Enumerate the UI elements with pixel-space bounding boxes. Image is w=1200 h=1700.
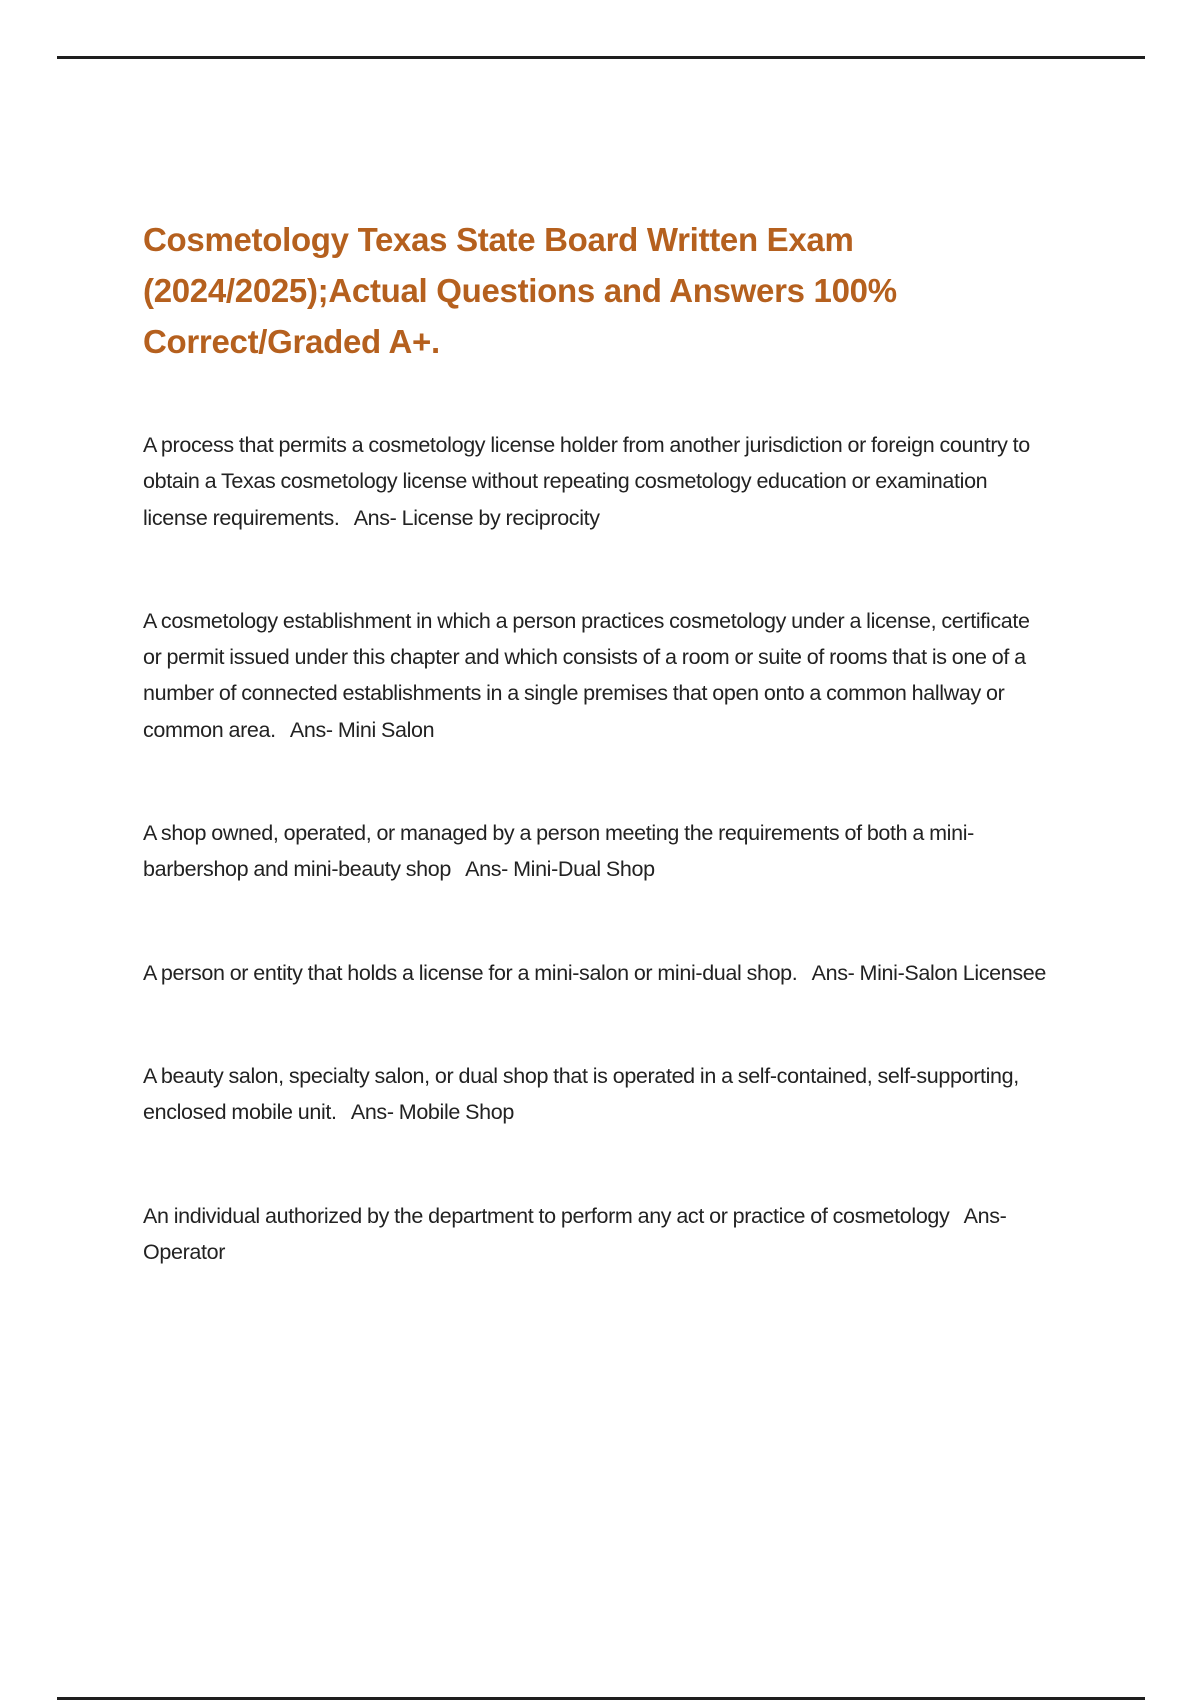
- qa-item: [143, 815, 1053, 888]
- document-body: [143, 214, 1053, 1270]
- question-text: A shop owned, operated, or managed by a person meeting the requirements of both a mini-barbershop and mini-beauty shop: [143, 821, 974, 882]
- document-title: [143, 214, 1053, 367]
- title-line-3: Correct/Graded A+.: [143, 323, 440, 360]
- answer-text: Mini-Dual Shop: [513, 857, 655, 882]
- question-text: A cosmetology establishment in which a person practices cosmetology under a license, certificate or permit issued under this chapter and which consists of a room or suite of rooms that is one of a number of connected establishments in a single premises that open onto a common hallway or common area.: [143, 608, 1030, 742]
- qa-item: [143, 955, 1053, 991]
- question-text: A beauty salon, specialty salon, or dual shop that is operated in a self-contained, self-supporting, enclosed mobile unit.: [143, 1063, 1019, 1125]
- qa-item: [143, 1058, 1053, 1131]
- answer-prefix: Ans-: [963, 1203, 1007, 1228]
- qa-item: [143, 427, 1053, 536]
- answer-prefix: Ans-: [465, 857, 508, 882]
- question-text: An individual authorized by the department to perform any act or practice of cosmetology: [143, 1203, 950, 1228]
- title-line-2: (2024/2025);Actual Questions and Answers 100%: [143, 272, 897, 309]
- answer-text: Mini-Salon Licensee: [859, 960, 1047, 985]
- qa-item: [143, 1198, 1053, 1271]
- answer-text: Operator: [143, 1239, 226, 1264]
- answer-prefix: Ans-: [353, 505, 397, 530]
- title-line-1: Cosmetology Texas State Board Written Exam: [143, 221, 854, 258]
- answer-text: Mobile Shop: [398, 1100, 514, 1125]
- answer-prefix: Ans-: [350, 1100, 394, 1125]
- answer-text: Mini Salon: [337, 717, 435, 742]
- question-text: A person or entity that holds a license for a mini-salon or mini-dual shop.: [143, 960, 798, 985]
- answer-prefix: Ans-: [811, 960, 855, 985]
- question-text: A process that permits a cosmetology license holder from another jurisdiction or foreign country to obtain a Texas cosmetology license without repeating cosmetology education or examination license requirements.: [143, 433, 1030, 530]
- answer-prefix: Ans-: [289, 717, 333, 742]
- header-divider: [57, 56, 1145, 59]
- qa-item: [143, 603, 1053, 748]
- answer-text: License by reciprocity: [401, 505, 600, 530]
